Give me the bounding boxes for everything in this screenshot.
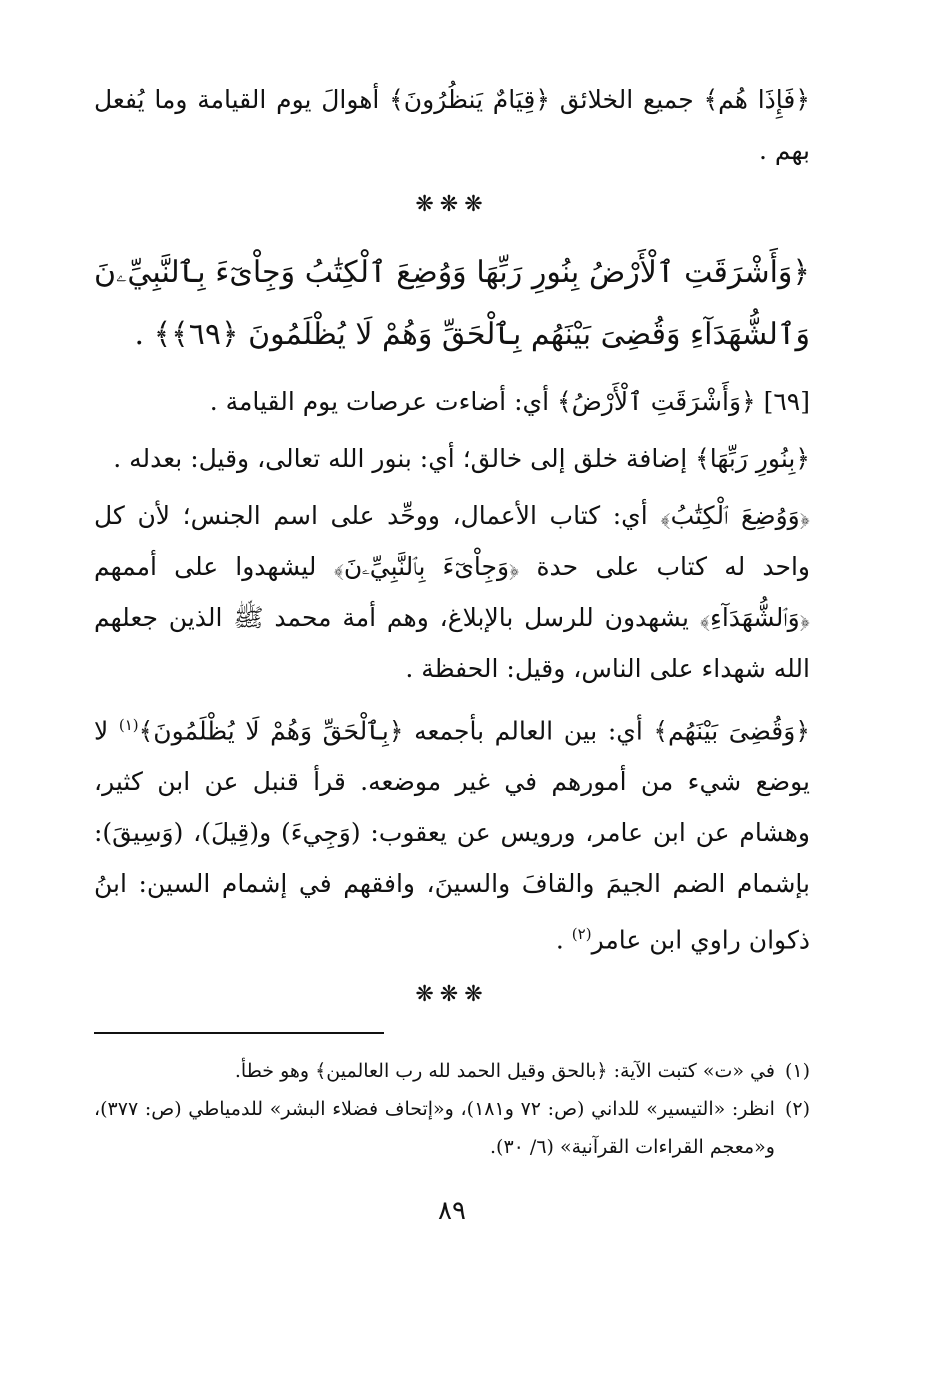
- footnote-2: [94, 1090, 810, 1166]
- page-body: [94, 74, 810, 1226]
- paragraph-5: [94, 700, 810, 966]
- footnote-ref-1[interactable]: (١): [118, 716, 139, 734]
- section-separator-stars: ❋❋❋: [415, 192, 489, 217]
- page-number: ٨٩: [438, 1195, 466, 1226]
- paragraph-5-part-c: .: [555, 925, 572, 955]
- footnote-number: (٢): [784, 1097, 810, 1120]
- footnote-text: انظر: «التيسير» للداني (ص: ٧٢ و١٨١)، و«إتحاف فضلاء البشر» للدمياطي (ص: ٣٧٧)، و«معجم القراءات القرآنية» (٦/ ٣٠).: [94, 1097, 775, 1158]
- paragraph-1: ﴿فَإِذَا هُم﴾ جميع الخلائق ﴿قِيَامٌ يَنظُرُونَ﴾ أهوالَ يوم القيامة وما يُفعل بهم .: [94, 85, 810, 165]
- footnote-ref-2[interactable]: (٢): [571, 925, 592, 944]
- footnote-divider: [94, 1032, 384, 1034]
- footnote-number: (١): [784, 1059, 810, 1082]
- footnote-text: في «ت» كتبت الآية: ﴿بالحق وقيل الحمد لله رب العالمين﴾ وهو خطأ.: [234, 1059, 775, 1082]
- paragraph-5-part-b: لا يوضع شيء من أمورهم في غير موضعه. قرأ قنبل عن ابن كثير، وهشام عن ابن عامر، ورويس عن يعقوب: (وَجِيءَ) و(قِيلَ)، (وَسِيقَ): بإشمام الضم الجيمَ والقافَ والسينَ، وافقهم في إشمام السين: ابنُ ذكوان راوي ابن عامر: [94, 716, 810, 955]
- paragraph-2: [٦٩] ﴿وَأَشْرَقَتِ ٱلْأَرْضُ﴾ أي: أضاءت عرصات يوم القيامة .: [209, 387, 810, 416]
- section-separator-stars-2: ❋❋❋: [415, 981, 489, 1007]
- paragraph-3: ﴿بِنُورِ رَبِّهَا﴾ إضافة خلق إلى خالق؛ أي: بنور الله تعالى، وقيل: بعدله .: [113, 444, 810, 473]
- paragraph-5-part-a: ﴿وَقُضِىَ بَيْنَهُم﴾ أي: بين العالم بأجمعه ﴿بِٱلْحَقِّ وَهُمْ لَا يُظْلَمُونَ﴾: [138, 716, 810, 746]
- paragraph-4: ﴿وَوُضِعَ ٱلْكِتَٰبُ﴾ أي: كتاب الأعمال، ووحِّد على اسم الجنس؛ لأن كل واحد له كتاب على حدة ﴿وَجِاْىٓءَ بِٱلنَّبِيِّۦنَ﴾ ليشهدوا على أممهم ﴿وَٱلشُّهَدَآءِ﴾ يشهدون للرسل بالإبلاغ، وهم أمة محمد ﷺ الذين جعلهم الله شهداء على الناس، وقيل: الحفظة .: [94, 501, 810, 683]
- quran-verse: ﴿وَأَشْرَقَتِ ٱلْأَرْضُ بِنُورِ رَبِّهَا وَوُضِعَ ٱلْكِتَٰبُ وَجِاْىٓءَ بِٱلنَّبِيِّۦنَ وَٱلشُّهَدَآءِ وَقُضِىَ بَيْنَهُم بِٱلْحَقِّ وَهُمْ لَا يُظْلَمُونَ ﴿٦٩﴾﴾ .: [94, 255, 810, 352]
- footnote-1: [94, 1052, 810, 1090]
